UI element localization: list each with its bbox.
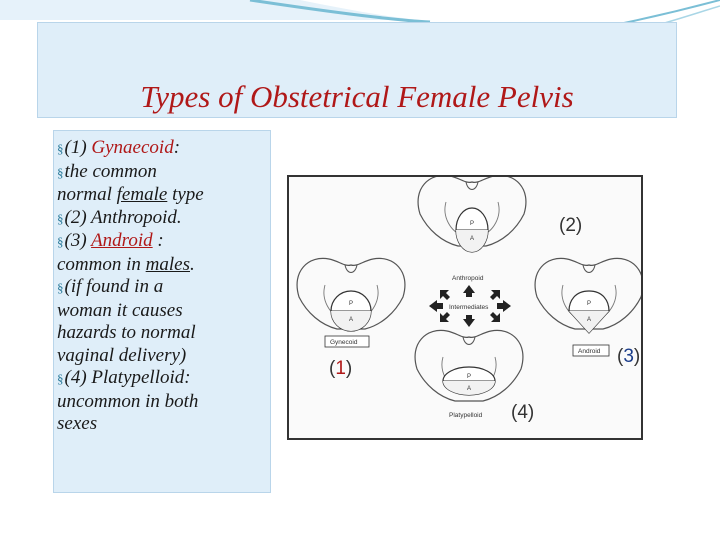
term-males: males	[145, 253, 190, 275]
paren: (	[617, 346, 624, 367]
bullet-text: normal	[57, 184, 117, 205]
bullet-text: (3)	[64, 230, 92, 251]
bullet-continuation: sexes	[57, 413, 98, 434]
bullet-continuation: woman it causes	[57, 299, 183, 321]
pelvis-diagram	[289, 177, 641, 438]
p-mark: P	[467, 374, 472, 380]
bullet-text: .	[189, 253, 195, 275]
bullet-panel	[53, 130, 271, 493]
bullet-icon: §	[57, 280, 64, 295]
bullet-icon: §	[57, 164, 64, 180]
number-4: (4)	[511, 402, 535, 423]
number-1-digit: 1	[335, 358, 346, 379]
a-mark: A	[349, 317, 354, 323]
bullet-continuation: uncommon in both	[57, 390, 199, 412]
label-intermediates: Intermediates	[449, 304, 489, 311]
term-female: female	[116, 184, 168, 205]
bullet-text: the common	[64, 160, 157, 182]
bullet-icon: §	[57, 234, 64, 249]
bullet-gynaecoid	[57, 137, 270, 161]
bullet-text: :	[173, 137, 181, 158]
pelvis-types-figure	[287, 175, 643, 440]
term-android: Android	[91, 230, 153, 251]
bullet-continuation: vaginal delivery)	[57, 344, 187, 366]
bullet-platypelloid	[57, 367, 270, 391]
title-panel	[37, 22, 677, 118]
bullet-continuation	[57, 254, 270, 277]
bullet-icon: §	[57, 141, 64, 156]
bullet-icon: §	[57, 371, 64, 386]
number-2: (2)	[559, 215, 583, 236]
paren: )	[633, 346, 641, 367]
number-3	[617, 346, 640, 368]
paren: )	[345, 358, 353, 379]
a-mark: A	[587, 317, 592, 323]
p-mark: P	[470, 221, 475, 227]
number-1	[329, 358, 352, 380]
a-mark: A	[470, 236, 475, 242]
bullet-text: (if found in a	[64, 276, 164, 297]
bullet-anthropoid	[57, 207, 270, 231]
bullet-hazard	[57, 276, 270, 300]
bullet-android	[57, 230, 270, 254]
bullet-text: common in	[57, 253, 146, 275]
paren: (	[329, 358, 336, 379]
term-gynaecoid: Gynaecoid	[91, 137, 174, 158]
bullet-text: type	[167, 184, 204, 205]
bullet-text: (2) Anthropoid.	[64, 206, 182, 228]
bullet-text: :	[152, 230, 164, 251]
bullet-common-female	[57, 161, 270, 185]
a-mark: A	[467, 386, 472, 392]
p-mark: P	[587, 301, 592, 307]
bullet-text: (4) Platypelloid:	[64, 367, 191, 388]
label-platypelloid: Platypelloid	[449, 412, 483, 419]
slide-title: Types of Obstetrical Female Pelvis	[140, 79, 574, 114]
number-3-digit: 3	[623, 346, 634, 367]
label-anthropoid: Anthropoid	[452, 275, 484, 282]
p-mark: P	[349, 301, 354, 307]
bullet-continuation	[57, 184, 270, 207]
label-android: Android	[578, 348, 601, 355]
bullet-text: (1)	[64, 137, 92, 158]
bullet-icon: §	[57, 210, 64, 226]
bullet-continuation: hazards to normal	[57, 322, 196, 343]
label-gynecoid: Gynecoid	[330, 339, 358, 346]
